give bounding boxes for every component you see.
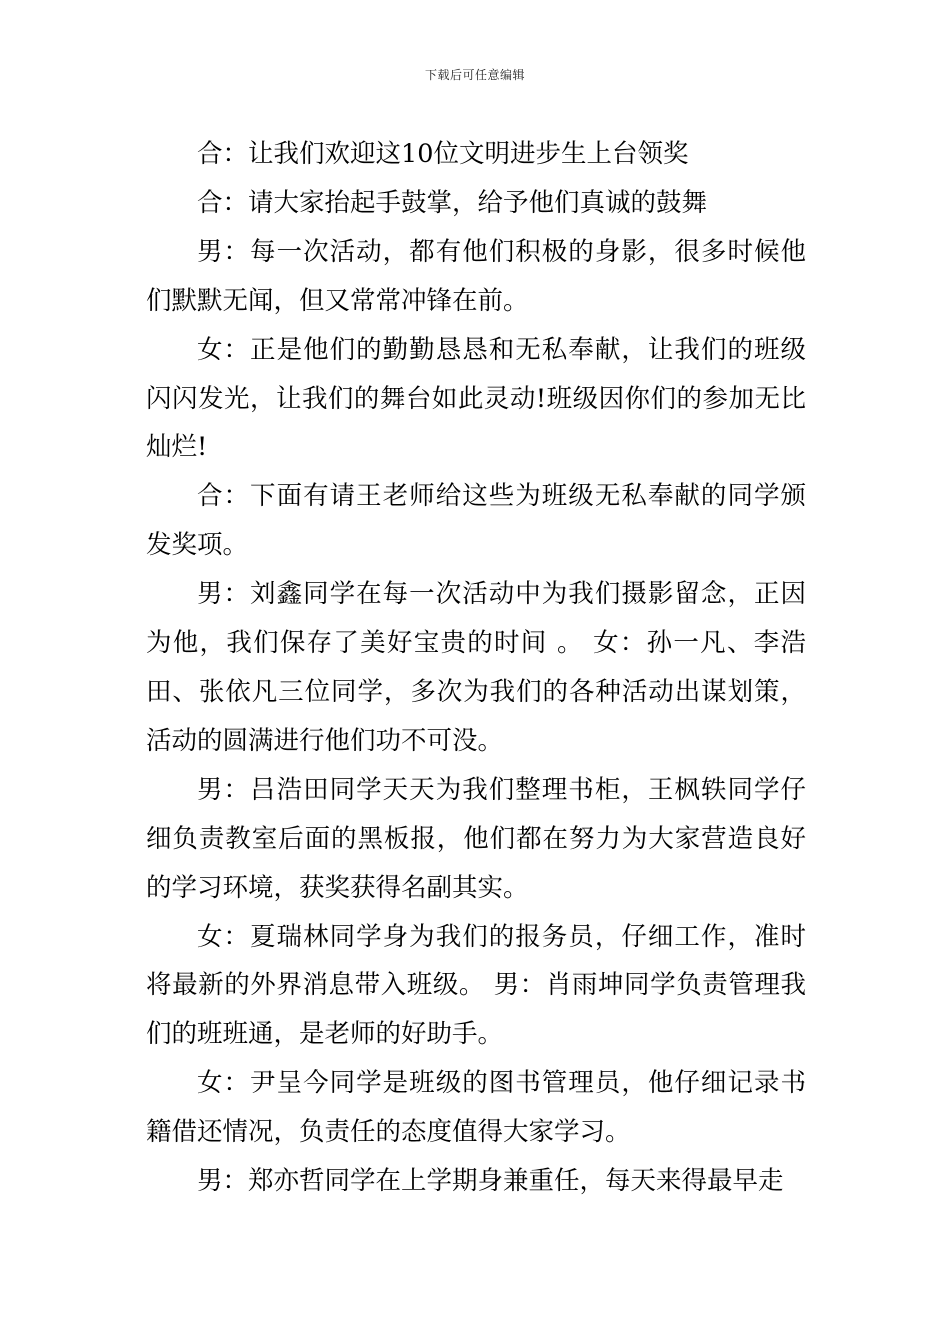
paragraph-9: 女：尹呈今同学是班级的图书管理员，他仔细记录书籍借还情况，负责任的态度值得大家学习。 <box>146 1068 806 1148</box>
paragraph-10: 男：郑亦哲同学在上学期身兼重任，每天来得最早走 <box>197 1166 784 1197</box>
document-body <box>146 130 806 1206</box>
paragraph-1: 合：让我们欢迎这10位文明进步生上台领奖 <box>197 139 689 169</box>
paragraph-7: 男：吕浩田同学天天为我们整理书柜，王枫轶同学仔细负责教室后面的黑板报，他们都在努力为大家营造良好的学习环境，获奖获得名副其实。 <box>146 774 806 903</box>
paragraph-3: 男：每一次活动，都有他们积极的身影，很多时候他们默默无闻，但又常常冲锋在前。 <box>146 236 806 316</box>
paragraph-5: 合：下面有请王老师给这些为班级无私奉献的同学颁发奖项。 <box>146 481 806 561</box>
paragraph-2: 合：请大家抬起手鼓掌，给予他们真诚的鼓舞 <box>197 187 708 218</box>
paragraph-6: 男：刘鑫同学在每一次活动中为我们摄影留念，正因为他，我们保存了美好宝贵的时间 。 女：孙一凡、李浩田、张依凡三位同学，多次为我们的各种活动出谋划策，活动的圆满进行他们功不可没。 <box>146 579 806 756</box>
paragraph-8: 女：夏瑞林同学身为我们的报务员，仔细工作，准时将最新的外界消息带入班级。 男：肖雨坤同学负责管理我们的班班通，是老师的好助手。 <box>146 921 806 1050</box>
paragraph-4: 女：正是他们的勤勤恳恳和无私奉献，让我们的班级闪闪发光，让我们的舞台如此灵动!班级因你们的参加无比灿烂! <box>146 334 806 463</box>
header-note: 下载后可任意编辑 <box>424 68 525 82</box>
